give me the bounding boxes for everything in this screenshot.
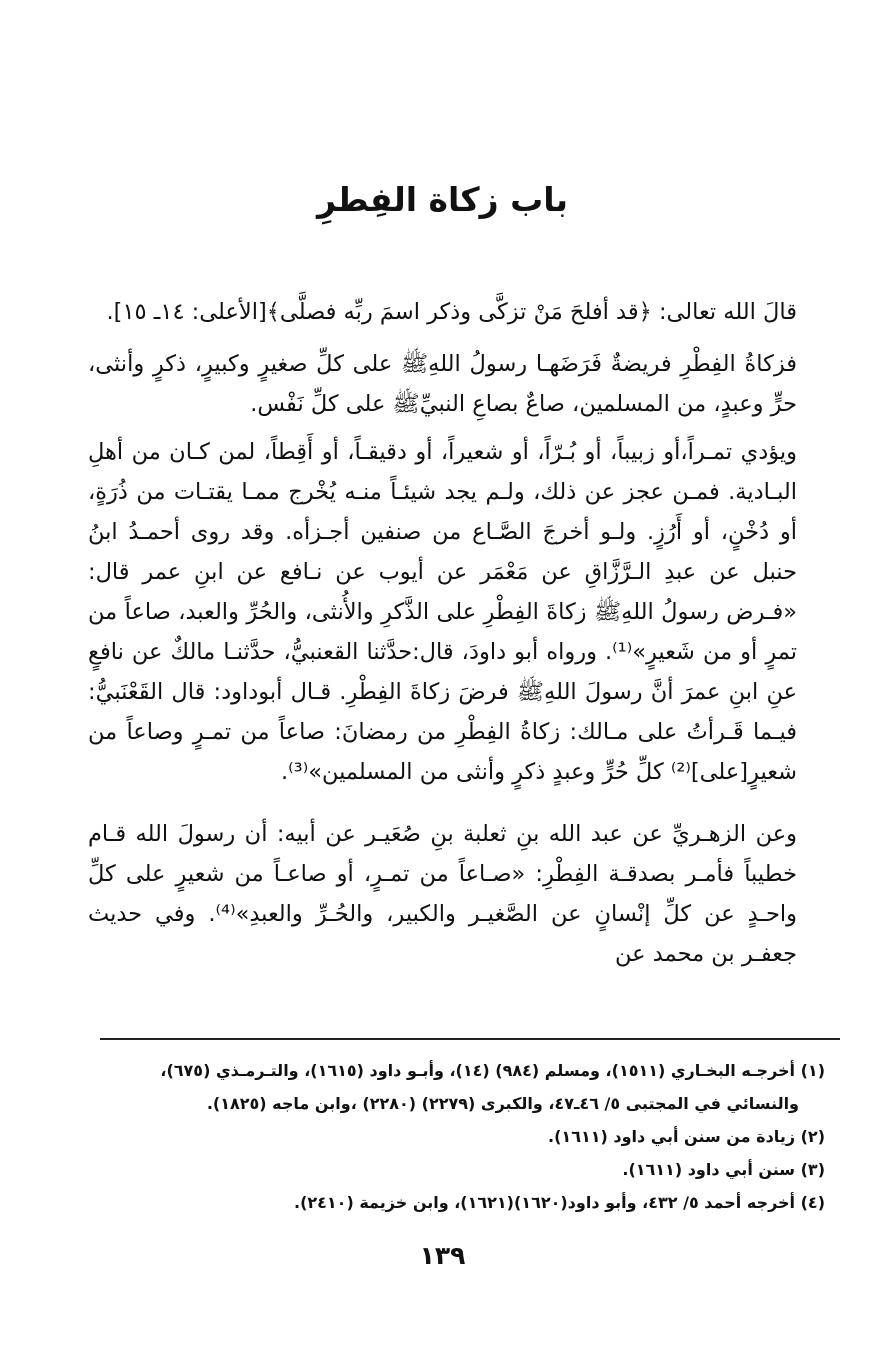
paragraph-what-to-give: ويؤدي تمـراً،أو زبيباً، أو بُـرّاً، أو شعيراً، أو دقيقـاً، أو أَقِطاً، لمن كـان من أهلِ البـادية. فمـن عجز عن ذلك، ولـم يجد شيئـاً منـه يُخْرج ممـا يقتـات من ذُرَةٍ، أو دُخْنٍ، أو أَرُزٍ. ولـو أخرجَ الصَّـاع من صنفين أجـزأه. وقد روى أحمـدُ ابنُ حنبل عن عبدِ الـرَّزَّاقِ عن مَعْمَر عن أيوب عن نـافع عن ابنِ عمر قال: «فـرض رسولُ اللهِﷺ زكاةَ الفِطْرِ على الذَّكرِ والأُنثى، والحُرِّ والعبد، صاعاً من تمرٍ أو من شَعيرٍ»⁽¹⁾. ورواه أبو داودَ، قال:حدَّثنا القعنبيُّ، حدَّثنـا مالكٌ عن نافعٍ عنِ ابنِ عمرَ أنَّ رسولَ اللهِﷺ فرضَ زكاةَ الفِطْرِ. قـال أبوداود: قال القَعْنَبيُّ: فيـما قَـرأتُ على مـالك: زكاةُ الفِطْرِ من رمضانَ: صاعاً من تمـرٍ وصاعاً من شعيرٍ[على]⁽²⁾ كلِّ حُرٍّ وعبدٍ ذكرٍ وأنثى من المسلمين»⁽³⁾.: [88, 439, 798, 785]
footnote-1-continuation: والنسائي في المجتبى ٥/ ٤٦ـ٤٧، والكبرى (٢٢٧٩) (٢٢٨٠) ،وابن ماجه (١٨٢٥).: [206, 1094, 799, 1113]
footnotes: [88, 1054, 825, 1219]
paragraph-zuhri-hadith: وعن الزهـريِّ عن عبد الله بنِ ثعلبة بنِ صُعَيـر عن أبيه: أن رسولَ الله قـام خطيباً فأمـر بصدقـة الفِطْرِ: «صـاعاً من تمـرٍ، أو صاعـاً من شعيرٍ على كلِّ واحـدٍ عن كلِّ إنْسانٍ عن الصَّغيـر والكبير، والحُـرِّ والعبدِ»⁽⁴⁾. وفي حديث جعفـر بن محمد عن: [88, 821, 798, 967]
paragraph-quran-verse: قالَ الله تعالى: ﴿قد أفلحَ مَنْ تزكَّى وذكر اسمَ ربِّه فصلَّى﴾[الأعلى: ١٤ـ ١٥].: [106, 299, 797, 325]
footnote-1-text: (١) أخرجـه البخـاري (١٥١١)، ومسلم (٩٨٤) (١٤)، وأبـو داود (١٦١٥)، والتـرمـذي (٦٧٥)،: [160, 1061, 825, 1080]
chapter-title: باب زكاة الفِطرِ: [316, 180, 569, 219]
footnote-4: [88, 1186, 825, 1219]
footnote-1: [88, 1054, 825, 1120]
footnote-4-text: (٤) أخرجه أحمد ٥/ ٤٣٢، وأبو داود(١٦٢٠)(١٦٢١)، وابن خزيمة (٢٤١٠).: [293, 1193, 825, 1212]
paragraph-obligation: فزكاةُ الفِطْرِ فريضةٌ فَرَضَهـا رسولُ اللهِﷺ على كلِّ صغيرٍ وكبيرٍ، ذكرٍ وأنثى، حرٍّ وعبدٍ، من المسلمين، صاعٌ بصاعِ النبيِّﷺ على كلِّ نَفْس.: [88, 351, 797, 417]
main-text: [88, 292, 797, 986]
footnote-divider: [100, 1038, 840, 1040]
page-number: ١٣٩: [419, 1241, 466, 1270]
footnote-2: [88, 1120, 825, 1153]
footnote-2-text: (٢) زيادة من سنن أبي داود (١٦١١).: [548, 1127, 825, 1146]
footnote-3-text: (٣) سنن أبي داود (١٦١١).: [622, 1160, 825, 1179]
footnote-3: [88, 1153, 825, 1186]
